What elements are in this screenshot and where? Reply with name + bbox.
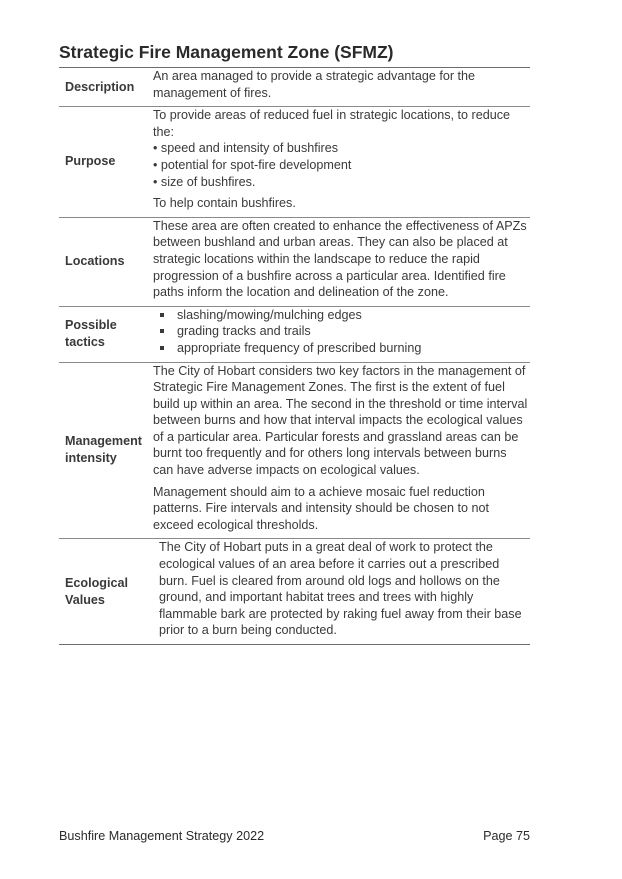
footer-page-number: Page 75 [483,829,530,843]
zone-table [59,67,530,645]
row-content-ecological [153,539,530,644]
row-content-purpose [153,107,530,217]
row-label-locations: Locations [65,254,125,269]
tactic-item: slashing/mowing/mulching edges [153,307,528,324]
footer-document-title: Bushfire Management Strategy 2022 [59,829,265,843]
row-label-purpose: Purpose [65,154,116,169]
row-intensity [59,362,530,539]
locations-text: These area are often created to enhance the effectiveness of APZs between bushland and urban areas. They can also be placed at strategic locations within the landscape to reduce the rapid progression of a bushfire across a particular area. Identified fire paths inform the location and delineation of the zone. [153,218,527,300]
purpose-bullet: • speed and intensity of bushfires [153,141,339,156]
row-locations [59,217,530,306]
purpose-intro: To provide areas of reduced fuel in strategic locations, to reduce the: [153,108,511,139]
row-label-tactics: Possible tactics [65,318,117,350]
description-text: An area managed to provide a strategic advantage for the management of fires. [153,69,476,100]
row-description [59,68,530,106]
tactic-item: grading tracks and trails [153,323,528,340]
ecological-text: The City of Hobart puts in a great deal of work to protect the ecological values of an area before it carries out a prescribed burn. Fuel is cleared from around old logs and hollows on the ground, and important habitat trees and trees with highly flammable bark are protected by raking fuel away from their base prior to a burn being conducted. [159,540,522,638]
row-content-locations [153,218,530,306]
purpose-closing: To help contain bushfires. [153,196,296,211]
row-content-intensity [153,363,530,539]
row-content-tactics [153,307,530,362]
purpose-bullet: • size of bushfires. [153,174,256,189]
row-label-description: Description [65,79,135,94]
intensity-paragraph-2: Management should aim to a achieve mosaic fuel reduction patterns. Fire intervals and intensity should be chosen to not exceed ecological thresholds. [153,484,490,532]
intensity-paragraph-1: The City of Hobart considers two key factors in the management of Strategic Fire Management Zones. The first is the extent of fuel build up within an area. The second in the threshold or time interval between burns and how that interval impacts the ecological values of a particular area. Particular forests and grassland areas can be burnt too frequently and for others long intervals between burns can have adverse impacts on ecological values. [153,363,528,478]
row-purpose [59,106,530,217]
page-title: Strategic Fire Management Zone (SFMZ) [59,42,394,62]
tactic-item: appropriate frequency of prescribed burning [153,340,528,357]
tactics-bullet-list [153,307,528,357]
row-label-intensity: Management intensity [65,434,142,466]
row-label-ecological: Ecological Values [65,575,128,607]
row-tactics [59,306,530,362]
row-content-description [153,68,530,106]
purpose-bullet-list [153,140,528,190]
purpose-bullet: • potential for spot-fire development [153,157,352,172]
row-ecological [59,538,530,644]
